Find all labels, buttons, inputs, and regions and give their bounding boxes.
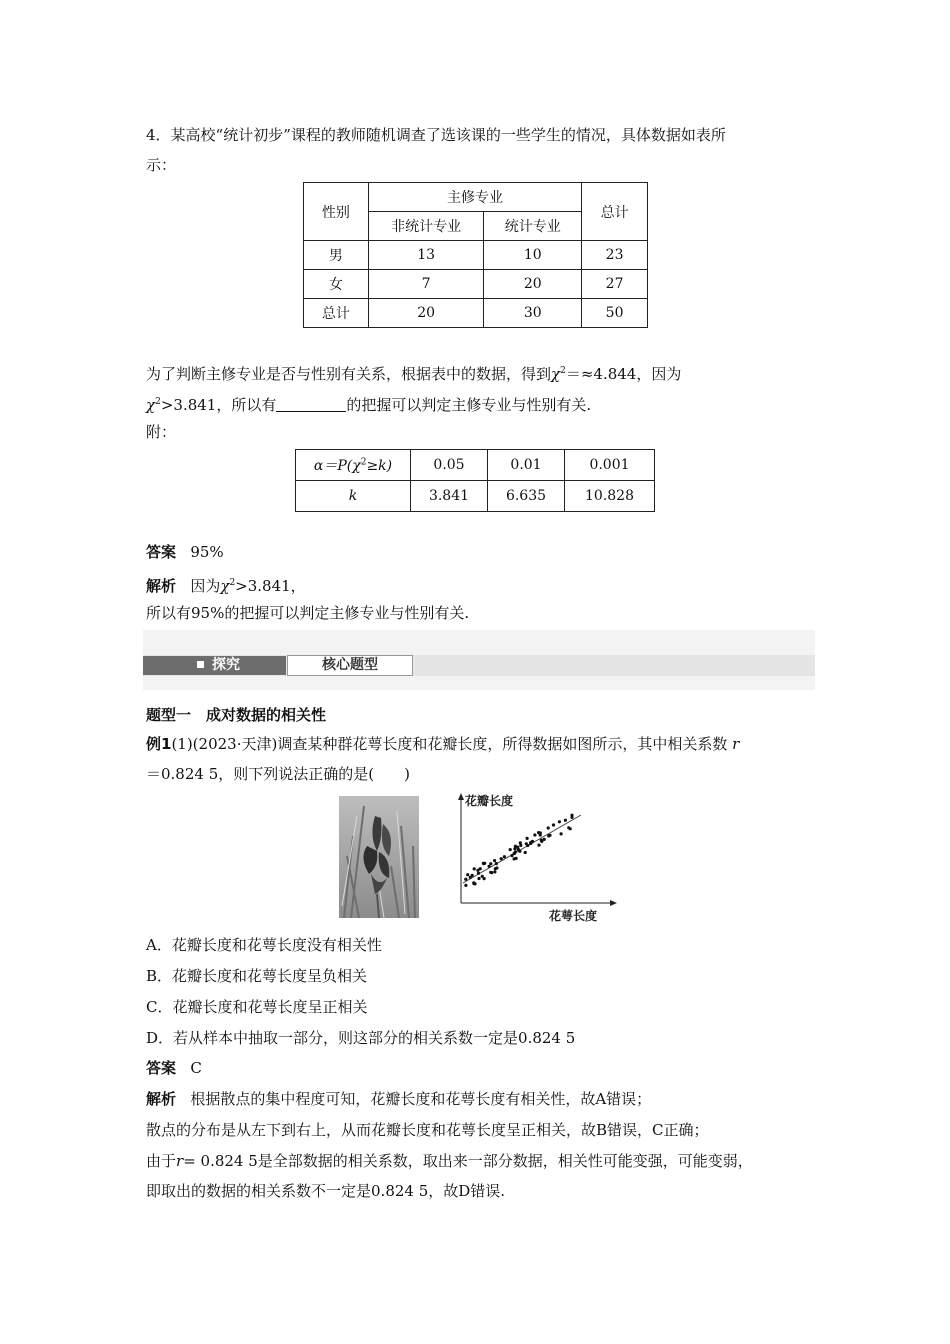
scatter-point <box>570 816 573 819</box>
header-total: 总计 <box>582 183 648 241</box>
scatter-point <box>547 826 550 829</box>
cell: 0.01 <box>488 450 565 481</box>
section-tab-explore: 探究 <box>143 656 286 675</box>
q4-appendix-label: 附： <box>146 423 177 441</box>
answer-label: 答案 <box>146 1059 177 1077</box>
scatter-point <box>494 867 497 870</box>
scatter-point <box>564 819 567 822</box>
example1-analysis-line4: 即取出的数据的相关系数不一定是0.824 5，故D错误. <box>146 1182 506 1200</box>
scatter-point <box>558 820 561 823</box>
cell: 50 <box>582 299 648 328</box>
scatter-point <box>464 878 467 881</box>
scatter-point <box>533 833 536 836</box>
example1-line1: 例1(1)(2023·天津)调查某种群花萼长度和花瓣长度，所得数据如图所示，其中相关系数 r <box>146 735 740 753</box>
cell: 23 <box>582 241 648 270</box>
y-axis-arrow-icon <box>458 793 464 800</box>
square-bullet-icon <box>197 661 204 668</box>
header-nonstat: 非统计专业 <box>368 212 484 241</box>
example1-analysis-line3: 由于r= 0.824 5是全部数据的相关系数，取出来一部分数据，相关性可能变强，可能变弱， <box>146 1152 753 1170</box>
scatter-point <box>495 862 498 865</box>
cell: 10 <box>484 241 582 270</box>
cell: 13 <box>368 241 484 270</box>
scatter-point <box>560 832 563 835</box>
example1-line2: ＝0.824 5，则下列说法正确的是( ) <box>146 765 410 783</box>
example-label: 例1 <box>146 735 172 753</box>
scatter-point <box>543 838 546 841</box>
example1-analysis-line2: 散点的分布是从左下到右上，从而花瓣长度和花萼长度呈正相关，故B错误，C正确； <box>146 1121 709 1139</box>
cell: 20 <box>484 270 582 299</box>
type1-title: 题型一 成对数据的相关性 <box>146 706 327 724</box>
scatter-point <box>514 845 517 848</box>
scatter-point <box>552 823 555 826</box>
analysis-label: 解析 <box>146 577 177 595</box>
header-stat: 统计专业 <box>484 212 582 241</box>
cell: 3.841 <box>411 481 488 512</box>
critical-value-table <box>295 449 655 512</box>
scatter-point <box>517 848 520 851</box>
cell: 0.05 <box>411 450 488 481</box>
scatter-point <box>471 874 474 877</box>
scatter-point <box>500 857 503 860</box>
answer-blank <box>276 397 346 412</box>
header-major: 主修专业 <box>368 183 581 212</box>
option-b: B．花瓣长度和花萼长度呈负相关 <box>146 967 368 985</box>
cell: 30 <box>484 299 582 328</box>
row-label: 总计 <box>304 299 369 328</box>
scatter-points <box>464 814 573 887</box>
scatter-chart <box>453 793 623 923</box>
scatter-point <box>466 873 469 876</box>
chart-xlabel: 花萼长度 <box>549 909 598 923</box>
q4-analysis-line1: 解析 因为$\chi^2>3.841$， <box>146 577 306 595</box>
cell: 6.635 <box>488 481 565 512</box>
x-axis-arrow-icon <box>610 900 617 906</box>
iris-photo <box>339 796 419 918</box>
q4-judge-line2: $\chi^2>3.841$，所以有 的把握可以判定主修专业与性别有关. <box>146 396 592 414</box>
scatter-point <box>481 875 484 878</box>
cell: 27 <box>582 270 648 299</box>
table-row <box>304 270 648 299</box>
option-a: A．花瓣长度和花萼长度没有相关性 <box>146 936 382 954</box>
table-row <box>304 299 648 328</box>
section-tab-core-types: 核心题型 <box>287 655 413 676</box>
scatter-point <box>567 826 570 829</box>
scatter-point <box>509 848 512 851</box>
cell: 20 <box>368 299 484 328</box>
scatter-point <box>519 841 522 844</box>
scatter-point <box>537 844 540 847</box>
scatter-point <box>493 870 496 873</box>
scatter-point <box>473 867 476 870</box>
scatter-point <box>477 877 480 880</box>
scatter-point <box>482 862 485 865</box>
scatter-point <box>524 851 527 854</box>
option-d: D．若从样本中抽取一部分，则这部分的相关系数一定是0.824 5 <box>146 1029 576 1047</box>
cell: 0.001 <box>565 450 655 481</box>
answer-label: 答案 <box>146 543 177 561</box>
scatter-point <box>479 867 482 870</box>
scatter-point <box>529 842 532 845</box>
q4-judge-line1: 为了判断主修专业是否与性别有关系，根据表中的数据，得到$\chi^2=\approx 4.844$，因为 <box>146 365 682 383</box>
cell: 10.828 <box>565 481 655 512</box>
row-label: 男 <box>304 241 369 270</box>
scatter-point <box>473 882 476 885</box>
row-label: 女 <box>304 270 369 299</box>
q4-answer: 答案 95% <box>146 543 224 561</box>
regression-line <box>463 815 581 883</box>
scatter-point <box>503 855 506 858</box>
chart-ylabel: 花瓣长度 <box>465 794 514 808</box>
q4-stem-line2: 示： <box>146 156 177 174</box>
alpha-header: $\alpha=P(\chi^2\ge k)$ <box>296 450 411 481</box>
cell: 7 <box>368 270 484 299</box>
contingency-table <box>303 182 648 328</box>
q4-stem-line1: 4．某高校“统计初步”课程的教师随机调查了选该课的一些学生的情况，具体数据如表所 <box>146 126 726 144</box>
example1-analysis-line1: 解析 根据散点的集中程度可知，花瓣长度和花萼长度有相关性，故A错误； <box>146 1090 652 1108</box>
scatter-point <box>526 837 529 840</box>
scatter-point <box>477 872 480 875</box>
scatter-point <box>493 859 496 862</box>
header-gender: 性别 <box>304 183 369 241</box>
example1-answer: 答案 C <box>146 1059 202 1077</box>
scatter-point <box>514 850 517 853</box>
scatter-point <box>515 857 518 860</box>
q4-analysis-line2: 所以有95%的把握可以判定主修专业与性别有关. <box>146 604 470 622</box>
analysis-label: 解析 <box>146 1090 177 1108</box>
k-header: k <box>296 481 411 512</box>
scatter-point <box>525 842 528 845</box>
table-row <box>304 241 648 270</box>
scatter-point <box>539 833 542 836</box>
scatter-point <box>489 871 492 874</box>
option-c: C．花瓣长度和花萼长度呈正相关 <box>146 998 368 1016</box>
scatter-point <box>489 862 492 865</box>
scatter-point <box>547 834 550 837</box>
scatter-point <box>464 884 467 887</box>
